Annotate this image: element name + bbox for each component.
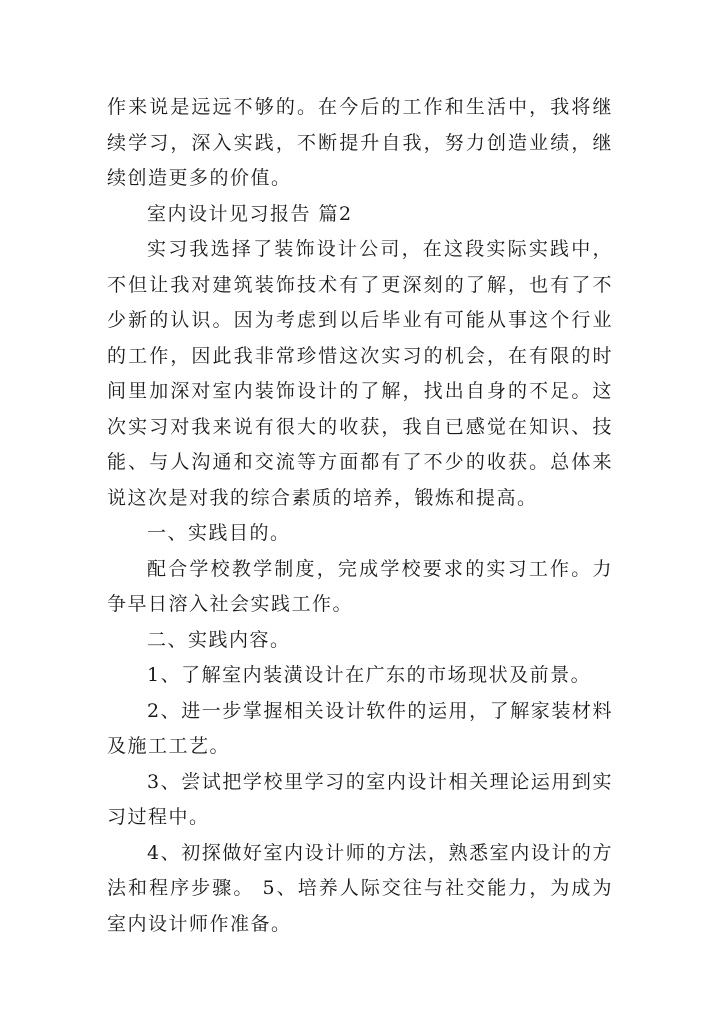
paragraph-intro: 实习我选择了装饰设计公司，在这段实际实践中，不但让我对建筑装饰技术有了更深刻的了解，也有了不少新的认识。因为考虑到以后毕业有可能从事这个行业的工作，因此我非常珍惜这次实习的机会，在有限的时间里加深对室内装饰设计的了解，找出自身的不足。这次实习对我来说有很大的收获，我自已感觉在知识、技能、与人沟通和交流等方面都有了不少的收获。总体来说这次是对我的综合素质的培养，锻炼和提高。 <box>107 238 613 509</box>
list-item: 2、进一步掌握相关设计软件的运用，了解家装材料及施工工艺。 <box>107 699 613 757</box>
section-heading: 室内设计见习报告 篇2 <box>147 202 353 225</box>
list-item: 1、了解室内装潢设计在广东的市场现状及前景。 <box>147 664 592 686</box>
paragraph-purpose: 配合学校教学制度，完成学校要求的实习工作。力争早日溶入社会实践工作。 <box>107 557 613 615</box>
document-body <box>107 90 613 942</box>
heading-practice-content: 二、实践内容。 <box>147 628 291 651</box>
list-item: 3、尝试把学校里学习的室内设计相关理论运用到实习过程中。 <box>107 770 613 828</box>
paragraph-continuation: 作来说是远远不够的。在今后的工作和生活中，我将继续学习，深入实践，不断提升自我，努力创造业绩，继续创造更多的价值。 <box>107 96 613 189</box>
heading-practice-purpose: 一、实践目的。 <box>147 522 291 544</box>
list-item: 4、初探做好室内设计师的方法，熟悉室内设计的方法和程序步骤。 5、培养人际交往与社交能力，为成为室内设计师作准备。 <box>107 841 613 935</box>
